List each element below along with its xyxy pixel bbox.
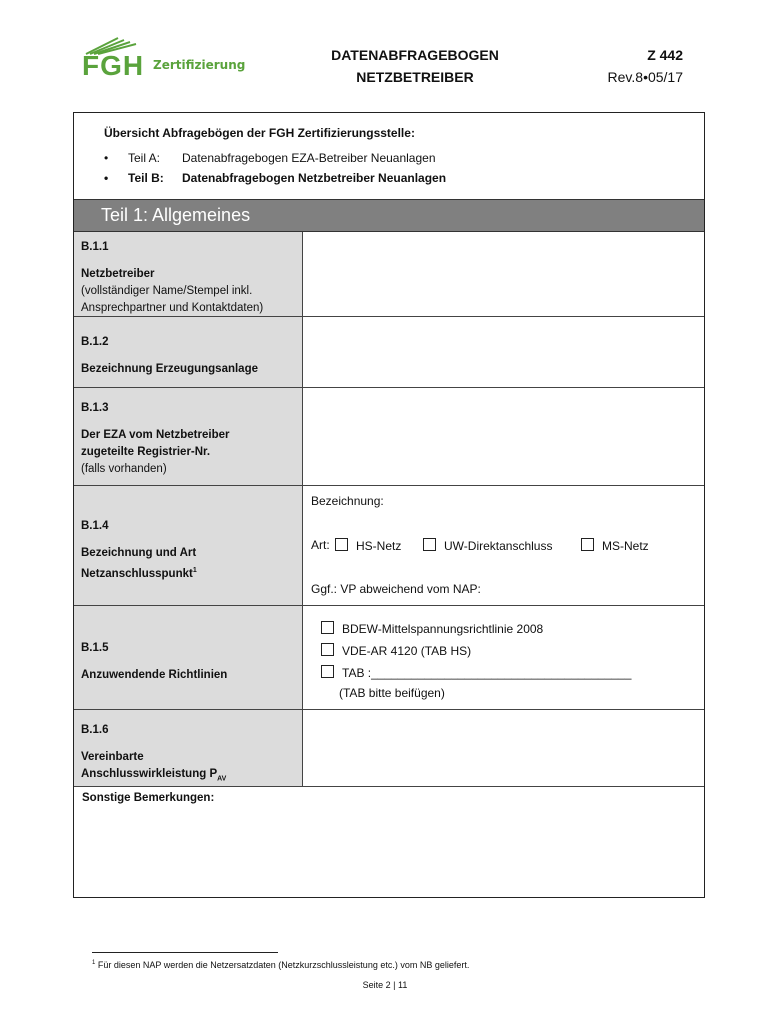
- remarks-label: Sonstige Bemerkungen:: [82, 792, 215, 804]
- row-note: (vollständiger Name/Stempel inkl.: [81, 285, 253, 297]
- row-label: [74, 232, 303, 316]
- row-b-1-1: [74, 232, 704, 317]
- title-line-2: NETZBETREIBER: [356, 69, 474, 85]
- row-label: [74, 606, 303, 709]
- checkbox-uw-direktanschluss[interactable]: [423, 538, 552, 553]
- option-label: VDE-AR 4120 (TAB HS): [342, 644, 472, 658]
- section-title: Teil 1: Allgemeines: [74, 199, 704, 232]
- option-label: BDEW-Mittelspannungsrichtlinie 2008: [342, 622, 544, 636]
- erzeugungsanlage-field[interactable]: [303, 317, 704, 387]
- row-b-1-3: [74, 388, 704, 486]
- row-note: Ansprechpartner und Kontaktdaten): [81, 302, 264, 314]
- footnote-divider: [92, 952, 278, 953]
- checkbox-icon[interactable]: [423, 538, 436, 551]
- row-label: [74, 486, 303, 605]
- row-title-text: Anschlusswirkleistung P: [81, 768, 218, 780]
- designation-label: Bezeichnung:: [311, 494, 384, 508]
- checkbox-bdew[interactable]: [321, 621, 543, 636]
- logo-text: FGH: [82, 50, 145, 81]
- option-label: MS-Netz: [602, 539, 649, 553]
- checkbox-icon[interactable]: [581, 538, 594, 551]
- overview: [104, 126, 446, 188]
- row-title: Bezeichnung und Art: [81, 547, 197, 559]
- art-label: Art:: [311, 538, 330, 552]
- overview-item: [104, 168, 446, 188]
- row-title: [81, 766, 295, 787]
- overview-text: Datenabfragebogen EZA-Betreiber Neuanlagen: [182, 151, 436, 165]
- overview-text: Datenabfragebogen Netzbetreiber Neuanlagen: [182, 171, 447, 185]
- row-title-text: Netzanschlusspunkt: [81, 567, 193, 580]
- row-title: Anzuwendende Richtlinien: [81, 669, 228, 681]
- row-code: B.1.4: [81, 520, 109, 532]
- document-title: [290, 44, 540, 88]
- anschlusswirkleistung-field[interactable]: [303, 710, 704, 786]
- overview-tag: Teil A:: [128, 151, 161, 165]
- remarks-field[interactable]: [76, 812, 702, 894]
- checkbox-tab[interactable]: [321, 665, 631, 680]
- fgh-logo: [78, 34, 246, 84]
- checkbox-icon[interactable]: [321, 621, 334, 634]
- checkbox-icon[interactable]: [335, 538, 348, 551]
- option-label: UW-Direktanschluss: [444, 539, 553, 553]
- subscript: AV: [217, 775, 227, 783]
- row-b-1-2: [74, 317, 704, 388]
- row-code: B.1.3: [81, 402, 109, 414]
- row-code: B.1.5: [81, 642, 109, 654]
- logo-subtext: Zertifizierung: [153, 58, 246, 72]
- netzanschlusspunkt-values: [303, 486, 704, 605]
- footnote-number: 1: [92, 960, 96, 966]
- row-b-1-6: [74, 710, 704, 787]
- checkbox-vde-ar-4120[interactable]: [321, 643, 471, 658]
- option-label: TAB :_______________________________________: [342, 666, 632, 680]
- footnote-text: Für diesen NAP werden die Netzersatzdaten (Netzkurzschlussleistung etc.) vom NB geliefert.: [97, 960, 470, 970]
- row-title: Vereinbarte: [81, 751, 144, 763]
- row-label: [74, 388, 303, 485]
- footnote-ref: 1: [192, 567, 197, 574]
- row-label: [74, 710, 303, 786]
- title-line-1: DATENABFRAGEBOGEN: [331, 47, 499, 63]
- revision: Rev.8•05/17: [607, 69, 683, 85]
- vp-label: Ggf.: VP abweichend vom NAP:: [311, 582, 481, 596]
- row-code: B.1.2: [81, 336, 109, 348]
- option-label: HS-Netz: [356, 539, 402, 553]
- checkbox-icon[interactable]: [321, 665, 334, 678]
- overview-heading: Übersicht Abfragebögen der FGH Zertifizierungsstelle:: [104, 126, 415, 140]
- checkbox-ms-netz[interactable]: [581, 538, 649, 553]
- footnote: [92, 960, 469, 970]
- row-code: B.1.6: [81, 724, 109, 736]
- netzbetreiber-field[interactable]: [303, 232, 704, 316]
- checkbox-hs-netz[interactable]: [335, 538, 401, 553]
- registrier-nr-field[interactable]: [303, 388, 704, 485]
- form-number: Z 442: [647, 47, 683, 63]
- row-title: Bezeichnung Erzeugungsanlage: [81, 363, 258, 375]
- row-title: Netzbetreiber: [81, 268, 155, 280]
- row-note: (falls vorhanden): [81, 463, 167, 475]
- bullet: •: [104, 151, 109, 165]
- tab-note: (TAB bitte beifügen): [339, 686, 445, 700]
- row-label: [74, 317, 303, 387]
- richtlinien-values: [303, 606, 704, 709]
- row-code: B.1.1: [81, 241, 109, 253]
- row-title: [81, 562, 295, 583]
- page-number: Seite 2 | 11: [362, 980, 408, 990]
- row-title: zugeteilte Registrier-Nr.: [81, 446, 211, 458]
- row-b-1-4: [74, 486, 704, 606]
- document-code: [560, 44, 683, 88]
- row-title: Der EZA vom Netzbetreiber: [81, 429, 230, 441]
- overview-tag: Teil B:: [128, 171, 164, 185]
- row-b-1-5: [74, 606, 704, 710]
- bullet: •: [104, 171, 109, 185]
- overview-item: [104, 148, 446, 168]
- checkbox-icon[interactable]: [321, 643, 334, 656]
